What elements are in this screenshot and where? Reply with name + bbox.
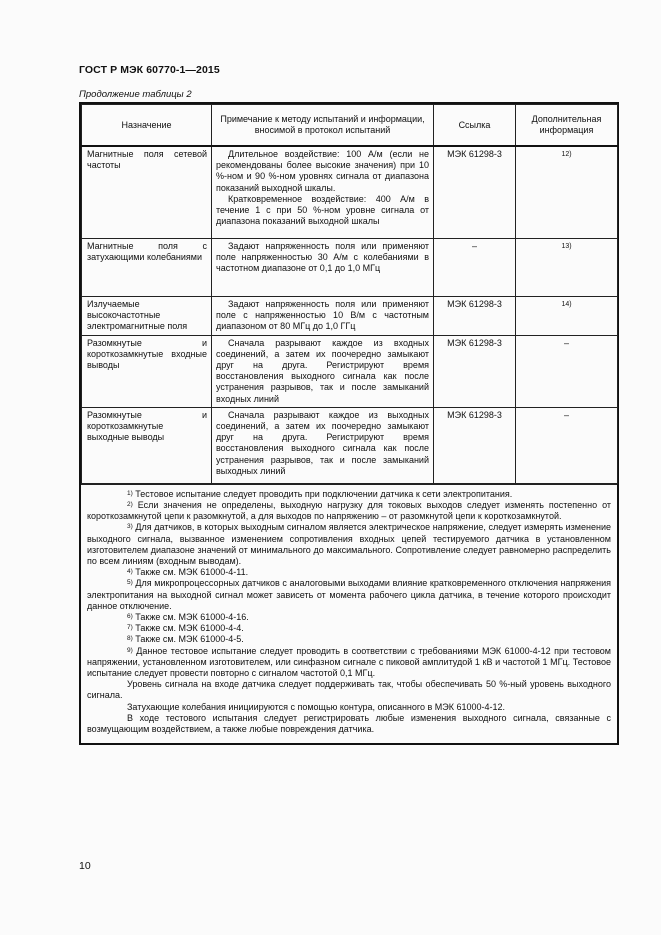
footnote bbox=[87, 623, 611, 634]
footnote bbox=[87, 702, 611, 713]
table-row bbox=[82, 296, 618, 335]
row-note-paragraph: Кратковременное воздействие: 400 А/м в течение 1 с при 50 %-ном уровне сигнала от диапазона показаний выходной шкалы bbox=[216, 193, 429, 227]
footnote-text: Также см. МЭК 61000-4-16. bbox=[135, 611, 249, 622]
table-row bbox=[82, 146, 618, 238]
row-note bbox=[212, 146, 434, 238]
row-purpose: Разомкнутые и короткозамкнутые выходные выводы bbox=[82, 407, 212, 483]
footnote-text: Также см. МЭК 61000-4-5. bbox=[135, 634, 244, 645]
row-reference: – bbox=[434, 238, 516, 296]
footnote-mark: 2) bbox=[127, 500, 133, 508]
footnote-text: Также см. МЭК 61000-4-4. bbox=[135, 623, 244, 634]
footnote-mark: 1) bbox=[127, 489, 133, 497]
table-row bbox=[82, 407, 618, 483]
row-footnote-ref: – bbox=[516, 407, 618, 483]
footnote bbox=[87, 713, 611, 735]
footnote bbox=[87, 522, 611, 567]
row-footnote-ref: 14) bbox=[516, 296, 618, 335]
column-header-reference: Ссылка bbox=[434, 105, 516, 147]
table-row bbox=[82, 238, 618, 296]
column-header-additional-info: Дополнительная информация bbox=[516, 105, 618, 147]
footnote-text: Данное тестовое испытание следует проводить в соответствии с требованиями МЭК 61000-4-12 при тестовом напряжении, установленном изготовителем, или синфазном сигнале с пиковой амплитудой 1 кВ и частотой 1 МГц. Тестовое испытание следует провести повторно с сигналом частотой 0,1 МГц. bbox=[87, 645, 611, 678]
footnote-text: Для датчиков, в которых выходным сигналом является электрическое напряжение, следует измерять изменение выходного сигнала, вызванное изменением сопротивления входных цепей тестируемого датчика в установленном изготовителем диапазоне значений от минимального до максимального. Сопротивление следует равномерно распределить по всем линиям (входным выводам). bbox=[87, 522, 611, 566]
footnote-mark: 7) bbox=[127, 624, 133, 632]
footnote bbox=[87, 567, 611, 578]
row-note bbox=[212, 335, 434, 407]
row-footnote-ref: – bbox=[516, 335, 618, 407]
footnote bbox=[87, 612, 611, 623]
row-purpose: Магнитные поля сетевой частоты bbox=[82, 146, 212, 238]
row-purpose: Излучаемые высокочастотные электромагнитные поля bbox=[82, 296, 212, 335]
row-note bbox=[212, 238, 434, 296]
footnote-mark: 6) bbox=[127, 612, 133, 620]
footnote-mark: 8) bbox=[127, 635, 133, 643]
row-reference: МЭК 61298-3 bbox=[434, 335, 516, 407]
footnote-mark: 3) bbox=[127, 523, 133, 531]
footnote bbox=[87, 679, 611, 701]
table-row bbox=[82, 335, 618, 407]
footnote-text: Уровень сигнала на входе датчика следует поддерживать так, чтобы обеспечивать 50 %-ный уровень выходного сигнала. bbox=[87, 679, 611, 701]
footnote-text: Тестовое испытание следует проводить при подключении датчика к сети электропитания. bbox=[135, 488, 513, 499]
footnote-mark: 5) bbox=[127, 579, 133, 587]
row-note-paragraph: Задают напряженность поля или применяют поле с напряженностью 10 В/м с частотным диапазоном от 80 МГц до 1,0 ГГц bbox=[216, 298, 429, 331]
row-purpose: Разомкнутые и короткозамкнутые входные выводы bbox=[82, 335, 212, 407]
footnote bbox=[87, 634, 611, 645]
footnote bbox=[87, 489, 611, 500]
footnote bbox=[87, 646, 611, 680]
row-note-paragraph: Задают напряженность поля или применяют поле напряженностью 30 А/м с колебаниями в частотном диапазоне от 0,1 до 1,0 МГц bbox=[216, 240, 429, 273]
row-note bbox=[212, 296, 434, 335]
row-purpose: Магнитные поля с затухающими колебаниями bbox=[82, 238, 212, 296]
column-header-purpose: Назначение bbox=[82, 105, 212, 147]
footnote-text: Затухающие колебания инициируются с помощью контура, описанного в МЭК 61000-4-12. bbox=[127, 701, 506, 712]
footnote-text: Также см. МЭК 61000-4-11. bbox=[135, 567, 249, 578]
standards-table bbox=[79, 102, 619, 745]
row-footnote-ref: 12) bbox=[516, 146, 618, 238]
footnote-text: В ходе тестового испытания следует регистрировать любые изменения выходного сигнала, связанные с возмущающим воздействием, а также любые повреждения датчика. bbox=[87, 712, 611, 734]
document-title: ГОСТ Р МЭК 60770-1—2015 bbox=[79, 64, 220, 76]
row-note-paragraph: Сначала разрывают каждое из входных соединений, а затем их поочередно замыкают друг на друга. Регистрируют время восстановления выходного сигнала как после устранения разрывов, так и после замыканий входных линий bbox=[216, 337, 429, 404]
row-reference: МЭК 61298-3 bbox=[434, 407, 516, 483]
table-footnotes bbox=[81, 484, 617, 743]
column-header-note: Примечание к методу испытаний и информации, вносимой в протокол испытаний bbox=[212, 105, 434, 147]
footnote-mark: 4) bbox=[127, 568, 133, 576]
row-footnote-ref: 13) bbox=[516, 238, 618, 296]
table-caption: Продолжение таблицы 2 bbox=[79, 89, 192, 100]
row-note-paragraph: Сначала разрывают каждое из выходных соединений, а затем их поочередно замыкают друг на друга. Регистрируют время восстановления выходного сигнала как после устранения разрывов, так и после замыканий выходных линий bbox=[216, 409, 429, 476]
footnote bbox=[87, 500, 611, 522]
footnote-mark: 9) bbox=[127, 646, 133, 654]
footnote-text: Для микропроцессорных датчиков с аналоговыми выходами влияние кратковременного отключения напряжения электропитания на выходной сигнал может зависеть от момента рабочего цикла датчика, в течение которого происходит данное отключение. bbox=[87, 578, 611, 611]
row-note bbox=[212, 407, 434, 483]
row-reference: МЭК 61298-3 bbox=[434, 146, 516, 238]
footnote bbox=[87, 578, 611, 612]
page-number: 10 bbox=[79, 860, 91, 872]
footnote-text: Если значения не определены, выходную нагрузку для токовых выходов следует изменять постепенно от короткозамкнутой цепи к разомкнутой, а для выходов по напряжению – от разомкнутой цепи к короткозамкнутой. bbox=[87, 499, 611, 522]
table-header-row bbox=[82, 105, 618, 147]
row-reference: МЭК 61298-3 bbox=[434, 296, 516, 335]
row-note-paragraph: Длительное воздействие: 100 А/м (если не рекомендованы более высокие значения) при 10 %-ном и 90 %-ном уровнях сигнала от диапазона показаний выходной шкалы. bbox=[216, 149, 429, 193]
